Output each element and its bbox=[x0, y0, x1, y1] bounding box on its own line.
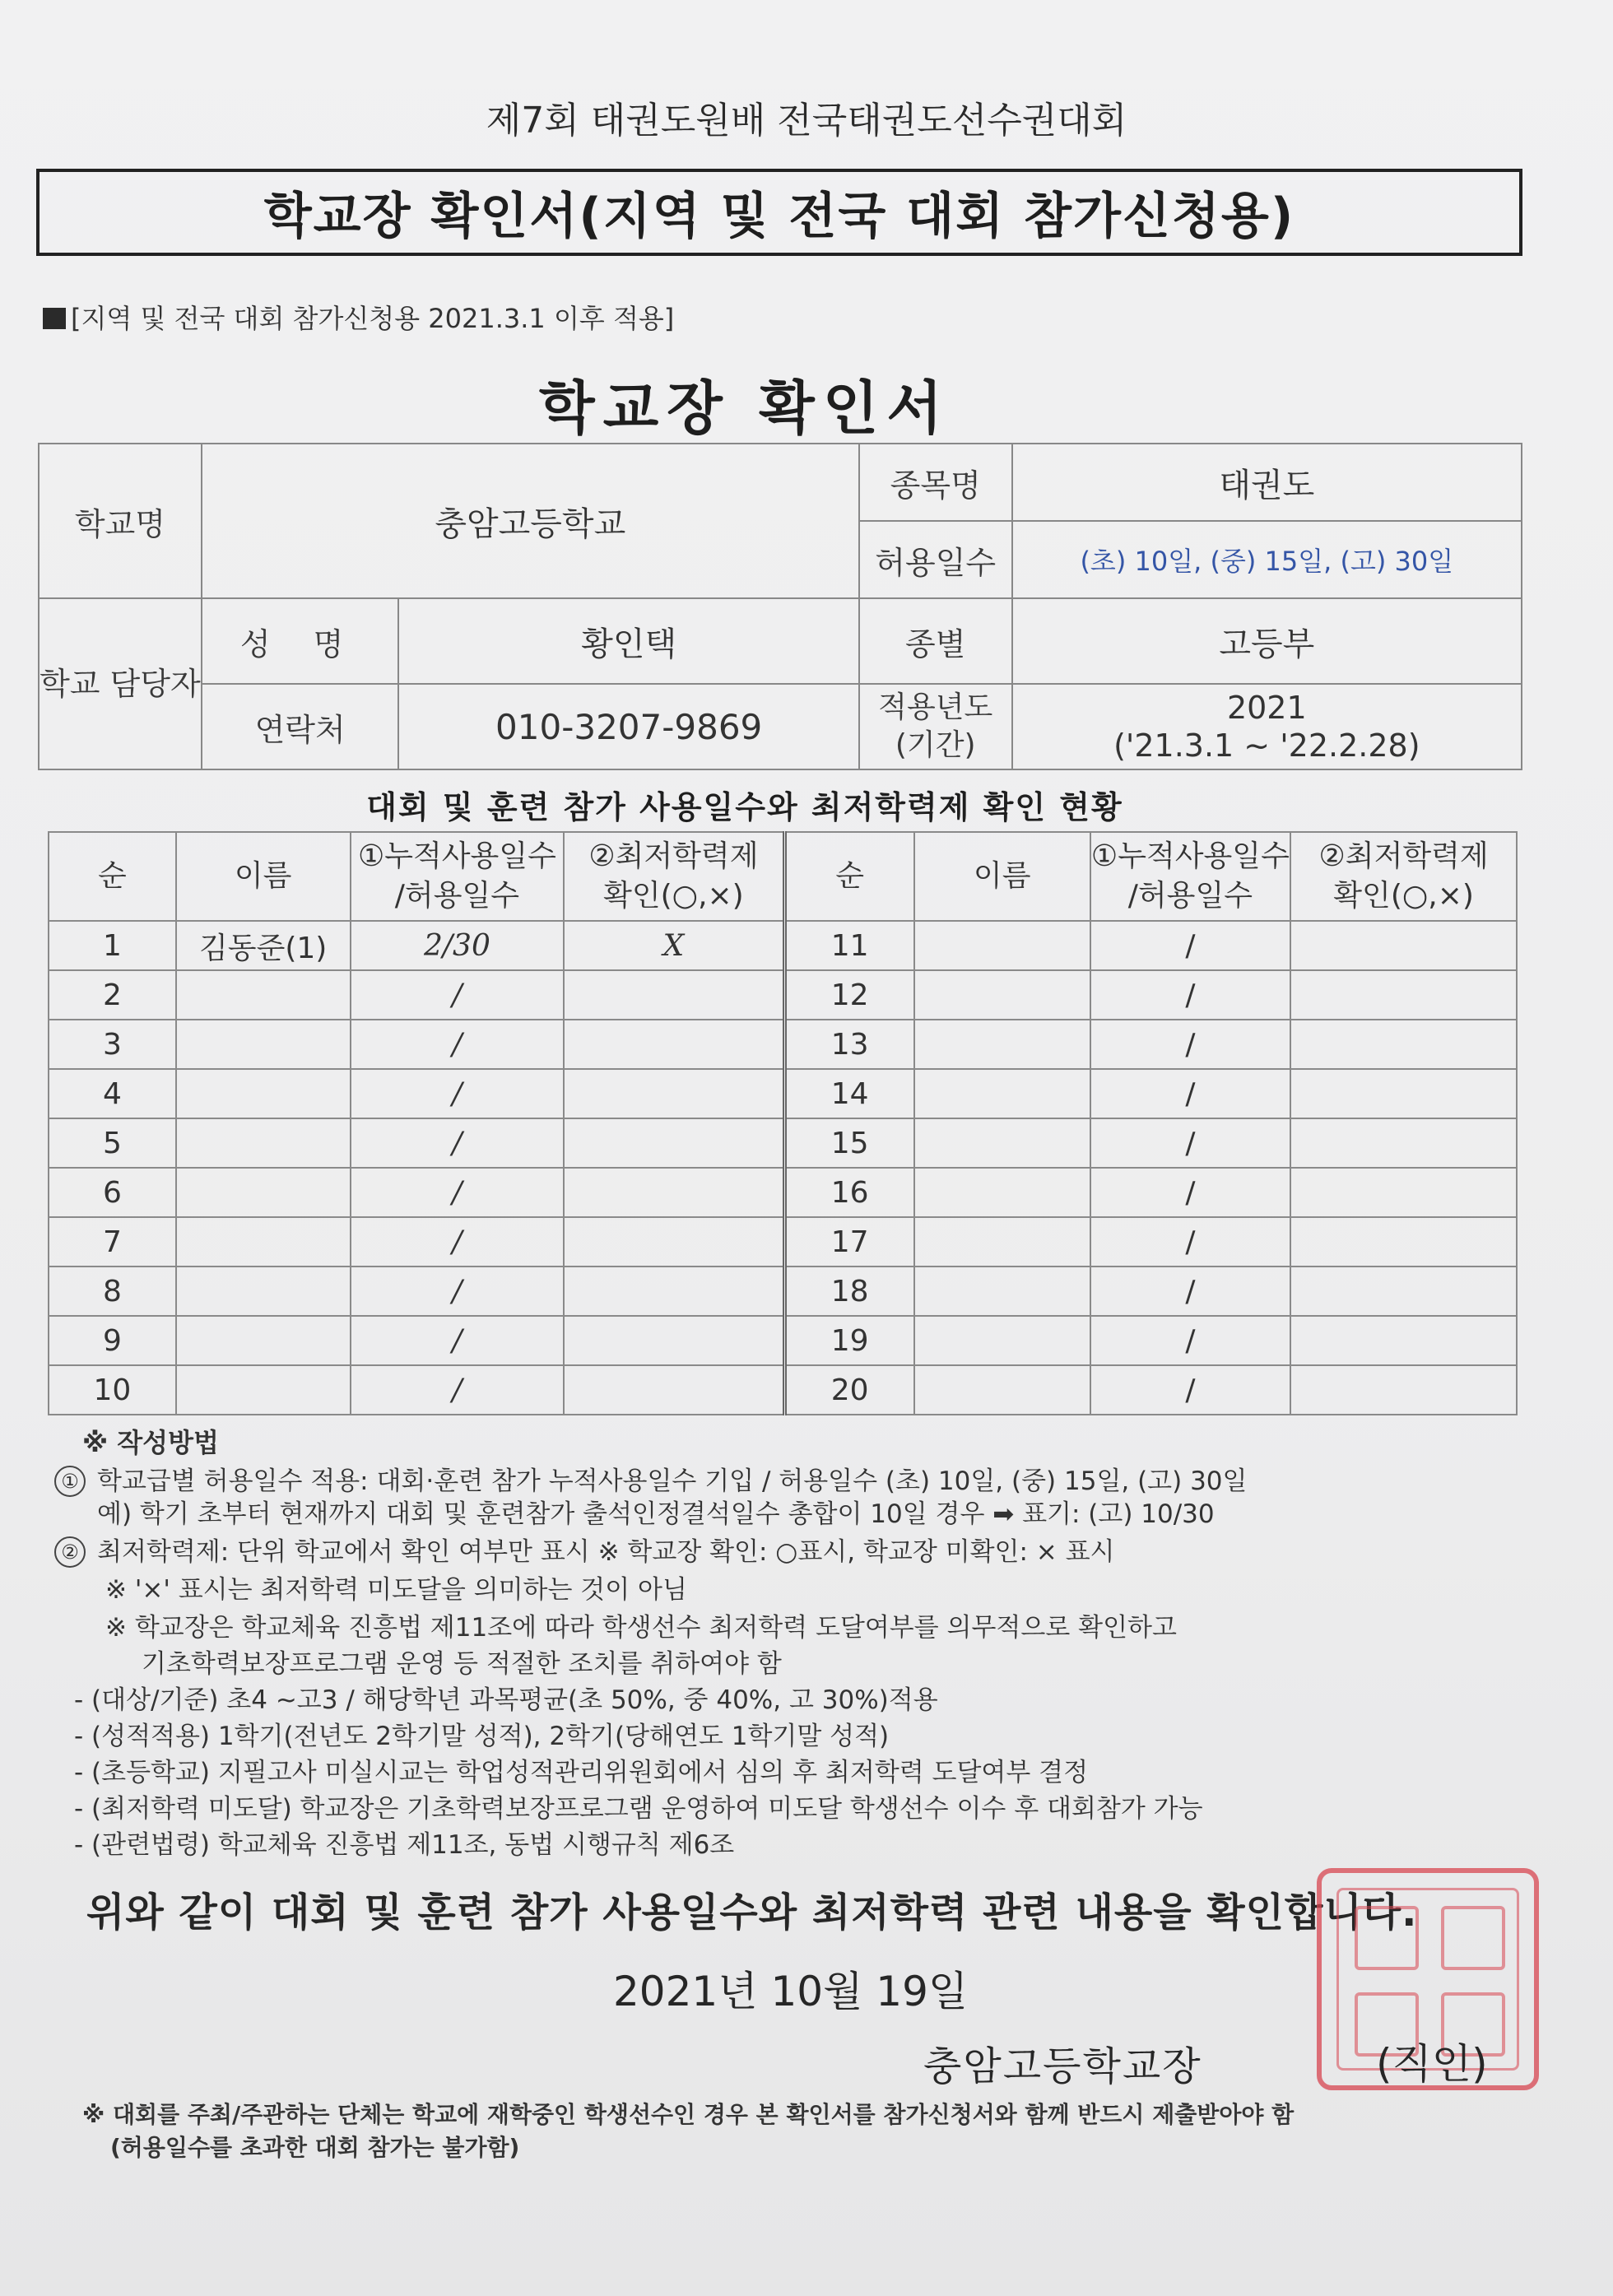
seal-glyph bbox=[1441, 1906, 1505, 1970]
header-academic-line1: ②최저학력제 bbox=[588, 839, 759, 873]
cell-no: 13 bbox=[784, 1020, 914, 1069]
school-info-table bbox=[38, 443, 1522, 770]
header-days-right-line1: ①누적사용일수 bbox=[1090, 839, 1290, 873]
header-academic-line2: 확인(○,×) bbox=[603, 879, 744, 913]
cell-days: / bbox=[351, 1267, 565, 1316]
school-label: 학교명 bbox=[39, 444, 202, 598]
cell-days: / bbox=[351, 970, 565, 1020]
cell-name bbox=[914, 921, 1090, 970]
cell-no: 12 bbox=[784, 970, 914, 1020]
cell-no: 7 bbox=[49, 1217, 176, 1267]
cell-check bbox=[1290, 1020, 1517, 1069]
cell-check bbox=[564, 1168, 784, 1217]
cell-days: 2/30 bbox=[351, 921, 565, 970]
cell-no: 18 bbox=[784, 1267, 914, 1316]
principal-name: 충암고등학교장 bbox=[923, 2043, 1202, 2089]
header-days-line1: ①누적사용일수 bbox=[357, 839, 556, 873]
cell-name bbox=[176, 970, 351, 1020]
cell-name bbox=[176, 1118, 351, 1168]
header-academic-right bbox=[1290, 832, 1517, 921]
seal-glyph bbox=[1355, 1906, 1419, 1970]
header-name-right: 이름 bbox=[914, 832, 1090, 921]
table-row bbox=[49, 1365, 1517, 1415]
cell-no: 5 bbox=[49, 1118, 176, 1168]
category-label: 종별 bbox=[859, 598, 1012, 684]
cell-name bbox=[914, 1118, 1090, 1168]
header-academic-right-line1: ②최저학력제 bbox=[1318, 839, 1489, 873]
cell-check bbox=[1290, 921, 1517, 970]
cell-check bbox=[1290, 1118, 1517, 1168]
category-value: 고등부 bbox=[1012, 598, 1522, 684]
cell-days: / bbox=[1090, 970, 1291, 1020]
manager-label: 학교 담당자 bbox=[39, 598, 202, 769]
circled-two: ② bbox=[54, 1536, 86, 1568]
header-days bbox=[351, 832, 565, 921]
cell-no: 2 bbox=[49, 970, 176, 1020]
cell-days: / bbox=[1090, 1365, 1291, 1415]
cell-no: 15 bbox=[784, 1118, 914, 1168]
table-row bbox=[49, 1118, 1517, 1168]
header-academic bbox=[564, 832, 784, 921]
table-row bbox=[49, 1217, 1517, 1267]
cell-check: X bbox=[564, 921, 784, 970]
cell-no: 4 bbox=[49, 1069, 176, 1118]
header-days-right-line2: /허용일수 bbox=[1127, 879, 1253, 913]
cell-days: / bbox=[1090, 921, 1291, 970]
usage-table-body bbox=[49, 921, 1517, 1415]
cell-check bbox=[1290, 1217, 1517, 1267]
cell-no: 11 bbox=[784, 921, 914, 970]
cell-check bbox=[1290, 1365, 1517, 1415]
event-title: 제7회 태권도원배 전국태권도선수권대회 bbox=[486, 100, 1127, 142]
cell-name bbox=[176, 1168, 351, 1217]
method-line-2: 예) 학기 초부터 현재까지 대회 및 훈련참가 출석인정결석일수 총합이 10일 경우 ➡ 표기: (고) 10/30 bbox=[97, 1499, 1215, 1529]
cell-name bbox=[914, 1365, 1090, 1415]
period-value: ('21.3.1 ~ '22.2.28) bbox=[1113, 727, 1420, 764]
cell-check bbox=[564, 1365, 784, 1415]
cell-no: 10 bbox=[49, 1365, 176, 1415]
cell-name bbox=[914, 970, 1090, 1020]
year-cell bbox=[1012, 684, 1522, 769]
method-line-10: - (최저학력 미도달) 학교장은 기초학력보장프로그램 운영하여 미도달 학생선수 이수 후 대회참가 가능 bbox=[74, 1794, 1203, 1824]
year-label: 적용년도 (기간) bbox=[859, 684, 1012, 769]
contact-label: 연락처 bbox=[202, 684, 399, 769]
header-academic-right-line2: 확인(○,×) bbox=[1333, 879, 1474, 913]
name-label: 성 명 bbox=[202, 598, 399, 684]
cell-days: / bbox=[1090, 1118, 1291, 1168]
cell-check bbox=[564, 1020, 784, 1069]
cell-check bbox=[564, 1316, 784, 1365]
cell-name bbox=[176, 1267, 351, 1316]
cell-no: 19 bbox=[784, 1316, 914, 1365]
cell-check bbox=[1290, 1168, 1517, 1217]
confirmation-statement: 위와 같이 대회 및 훈련 참가 사용일수와 최저학력 관련 내용을 확인합니다. bbox=[86, 1889, 1418, 1936]
cell-days: / bbox=[1090, 1168, 1291, 1217]
cell-check bbox=[564, 1267, 784, 1316]
allowed-days-label: 허용일수 bbox=[859, 521, 1012, 598]
cell-no: 6 bbox=[49, 1168, 176, 1217]
cell-no: 9 bbox=[49, 1316, 176, 1365]
cell-days: / bbox=[351, 1069, 565, 1118]
cell-no: 8 bbox=[49, 1267, 176, 1316]
table-row bbox=[49, 970, 1517, 1020]
cell-name bbox=[176, 1020, 351, 1069]
allowed-days-value: (초) 10일, (중) 15일, (고) 30일 bbox=[1012, 521, 1522, 598]
cell-check bbox=[1290, 1267, 1517, 1316]
table-row bbox=[49, 1168, 1517, 1217]
sport-label: 종목명 bbox=[859, 444, 1012, 521]
cell-days: / bbox=[1090, 1069, 1291, 1118]
contact-value: 010-3207-9869 bbox=[398, 684, 858, 769]
header-name: 이름 bbox=[176, 832, 351, 921]
table-row bbox=[49, 1316, 1517, 1365]
document-header-box bbox=[36, 169, 1522, 256]
signature-date: 2021년 10월 19일 bbox=[613, 1968, 969, 2015]
cell-name bbox=[914, 1267, 1090, 1316]
cell-check bbox=[564, 1069, 784, 1118]
section-title: 대회 및 훈련 참가 사용일수와 최저학력제 확인 현황 bbox=[366, 789, 1123, 825]
cell-name bbox=[176, 1069, 351, 1118]
cell-name bbox=[914, 1217, 1090, 1267]
document-header-title: 학교장 확인서(지역 및 전국 대회 참가신청용) bbox=[263, 188, 1295, 245]
cell-name bbox=[176, 1217, 351, 1267]
cell-days: / bbox=[351, 1316, 565, 1365]
cell-no: 16 bbox=[784, 1168, 914, 1217]
table-row bbox=[49, 1069, 1517, 1118]
cell-name bbox=[914, 1020, 1090, 1069]
method-line-1-text: 학교급별 허용일수 적용: 대회·훈련 참가 누적사용일수 기입 / 허용일수 (초) 10일, (중) 15일, (고) 30일 bbox=[97, 1466, 1248, 1496]
footnote-line-1: ※ 대회를 주최/주관하는 단체는 학교에 재학중인 학생선수인 경우 본 확인서를 참가신청서와 함께 반드시 제출받아야 함 bbox=[82, 2101, 1295, 2128]
cell-check bbox=[564, 1217, 784, 1267]
year-value: 2021 bbox=[1226, 690, 1307, 726]
cell-no: 1 bbox=[49, 921, 176, 970]
footnote-line-2: (허용일수를 초과한 대회 참가는 불가함) bbox=[110, 2134, 520, 2161]
cell-name bbox=[914, 1069, 1090, 1118]
method-line-7: - (대상/기준) 초4 ~고3 / 해당학년 과목평균(초 50%, 중 40%, 고 30%)적용 bbox=[74, 1685, 938, 1715]
cell-days: / bbox=[1090, 1217, 1291, 1267]
cell-name bbox=[176, 1365, 351, 1415]
cell-name bbox=[176, 1316, 351, 1365]
cell-check bbox=[564, 1118, 784, 1168]
cell-name: 김동준(1) bbox=[176, 921, 351, 970]
school-name: 충암고등학교 bbox=[202, 444, 859, 598]
table-row bbox=[49, 1267, 1517, 1316]
cell-days: / bbox=[351, 1365, 565, 1415]
method-line-1 bbox=[54, 1460, 1247, 1497]
applicability-note-text: [지역 및 전국 대회 참가신청용 2021.3.1 이후 적용] bbox=[71, 303, 675, 334]
method-line-9: - (초등학교) 지필고사 미실시교는 학업성적관리위원회에서 심의 후 최저학력 도달여부 결정 bbox=[74, 1758, 1089, 1787]
cell-name bbox=[914, 1168, 1090, 1217]
cell-days: / bbox=[1090, 1020, 1291, 1069]
header-days-line2: /허용일수 bbox=[394, 879, 520, 913]
sport-value: 태권도 bbox=[1012, 444, 1522, 521]
method-line-11: - (관련법령) 학교체육 진흥법 제11조, 동법 시행규칙 제6조 bbox=[74, 1830, 735, 1860]
cell-days: / bbox=[1090, 1267, 1291, 1316]
method-title: ※ 작성방법 bbox=[82, 1427, 219, 1458]
cell-no: 14 bbox=[784, 1069, 914, 1118]
cell-check bbox=[1290, 1316, 1517, 1365]
cell-check bbox=[1290, 1069, 1517, 1118]
table-row bbox=[49, 1020, 1517, 1069]
method-line-3-text: 최저학력제: 단위 학교에서 확인 여부만 표시 ※ 학교장 확인: ○표시, 학교장 미확인: × 표시 bbox=[97, 1537, 1115, 1567]
header-days-right bbox=[1090, 832, 1291, 921]
header-no: 순 bbox=[49, 832, 176, 921]
method-line-5: ※ 학교장은 학교체육 진흥법 제11조에 따라 학생선수 최저학력 도달여부를 의무적으로 확인하고 bbox=[105, 1613, 1177, 1643]
page-title: 학교장 확인서 bbox=[538, 374, 951, 442]
cell-no: 3 bbox=[49, 1020, 176, 1069]
cell-name bbox=[914, 1316, 1090, 1365]
manager-name: 황인택 bbox=[398, 598, 858, 684]
cell-no: 20 bbox=[784, 1365, 914, 1415]
cell-days: / bbox=[351, 1217, 565, 1267]
cell-no: 17 bbox=[784, 1217, 914, 1267]
seal-label: (직인) bbox=[1376, 2040, 1488, 2088]
circled-one: ① bbox=[54, 1466, 86, 1497]
cell-days: / bbox=[351, 1118, 565, 1168]
applicability-note bbox=[43, 298, 674, 336]
cell-days: / bbox=[1090, 1316, 1291, 1365]
black-square-icon bbox=[43, 308, 66, 329]
cell-days: / bbox=[351, 1020, 565, 1069]
cell-check bbox=[1290, 970, 1517, 1020]
table-row bbox=[49, 921, 1517, 970]
cell-days: / bbox=[351, 1168, 565, 1217]
usage-table bbox=[48, 831, 1518, 1415]
method-line-3 bbox=[54, 1531, 1115, 1568]
cell-check bbox=[564, 970, 784, 1020]
method-line-8: - (성적적용) 1학기(전년도 2학기말 성적), 2학기(당해연도 1학기말 성적) bbox=[74, 1722, 890, 1751]
header-no-right: 순 bbox=[784, 832, 914, 921]
method-line-4: ※ '×' 표시는 최저학력 미도달을 의미하는 것이 아님 bbox=[105, 1575, 687, 1605]
method-line-6: 기초학력보장프로그램 운영 등 적절한 조치를 취하여야 함 bbox=[142, 1649, 782, 1679]
footnote bbox=[82, 2098, 1294, 2164]
